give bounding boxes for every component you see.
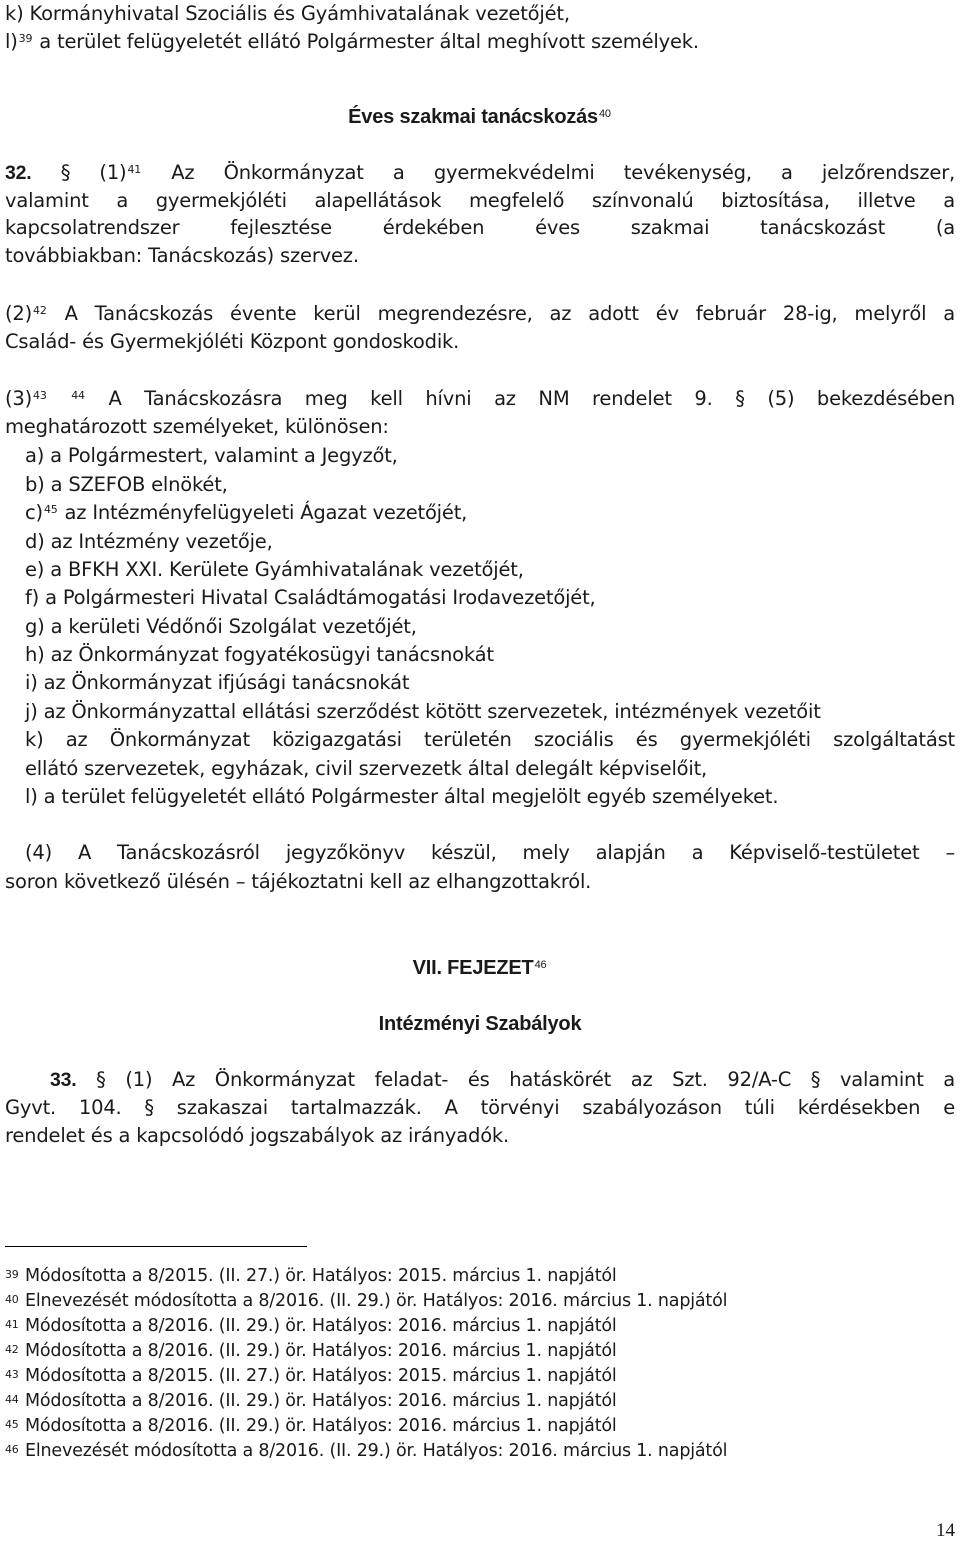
list-item-f: f) a Polgármesteri Hivatal Családtámogatási Irodavezetőjét, [25, 586, 596, 609]
footnote-number: 43 [5, 1368, 19, 1381]
chapter-text: VII. FEJEZET [412, 957, 534, 979]
paragraph-3-line-2: meghatározott személyeket, különösen: [5, 415, 389, 438]
paragraph-3-line-1 [5, 385, 955, 413]
section-number: 33. [50, 1069, 77, 1091]
paragraph-2-line-2: Család- és Gyermekjóléti Központ gondoskodik. [5, 330, 460, 353]
paragraph-33-line-1 [50, 1066, 955, 1094]
footnote-number: 42 [5, 1343, 19, 1356]
paragraph-text: A Tanácskozásra meg kell hívni az NM rendelet 9. § (5) bekezdésében [108, 387, 956, 410]
footnote-text: Elnevezését módosította a 8/2016. (II. 29.) ör. Hatályos: 2016. március 1. napjától [25, 1441, 728, 1461]
list-item-l: l) a terület felügyeletét ellátó Polgármester által megjelölt egyéb személyeket. [25, 785, 779, 808]
paragraph-32-line-4: továbbiakban: Tanácskozás) szervez. [5, 244, 359, 267]
list-item-g: g) a kerületi Védőnői Szolgálat vezetőjét, [25, 615, 417, 638]
footnote-number: 44 [5, 1393, 19, 1406]
paragraph-text: Az Önkormányzat a gyermekvédelmi tevékenység, a jelzőrendszer, [171, 161, 956, 184]
subheading: Intézményi Szabályok [378, 1013, 582, 1035]
list-item-a: a) a Polgármestert, valamint a Jegyzőt, [25, 444, 398, 467]
paragraph-text: (1) Az Önkormányzat feladat- és hatáskörét az Szt. 92/A-C § valamint a [125, 1068, 956, 1091]
paragraph-32-line-3: kapcsolatrendszer fejlesztése érdekében éves szakmai tanácskozást (a [5, 216, 955, 239]
footnote-ref-44[interactable]: 44 [71, 389, 85, 402]
item-text: az Intézményfelügyeleti Ágazat vezetőjét, [58, 501, 468, 524]
list-item-l [5, 28, 699, 56]
item-text: a terület felügyeletét ellátó Polgármester által meghívott személyek. [33, 30, 699, 53]
list-item-i: i) az Önkormányzat ifjúsági tanácsnokát [25, 671, 410, 694]
paragraph-32-line-1 [5, 159, 955, 187]
subsection-number: (1) [99, 161, 127, 184]
list-item-e: e) a BFKH XXI. Kerülete Gyámhivatalának vezetőjét, [25, 558, 524, 581]
footnote-42 [5, 1339, 617, 1363]
list-item-j: j) az Önkormányzattal ellátási szerződést kötött szervezetek, intézmények vezetőit [25, 700, 821, 723]
page-number: 14 [936, 1520, 955, 1541]
item-label: c) [25, 501, 43, 524]
footnote-ref-39[interactable]: 39 [18, 32, 33, 45]
footnote-number: 45 [5, 1418, 19, 1431]
footnote-number: 46 [5, 1443, 19, 1456]
list-item-h: h) az Önkormányzat fogyatékosügyi tanácsnokát [25, 643, 494, 666]
footnote-separator [5, 1246, 307, 1247]
list-item-c [25, 499, 467, 527]
footnote-ref-40[interactable]: 40 [598, 108, 611, 120]
footnote-40 [5, 1289, 727, 1313]
footnote-41 [5, 1314, 617, 1338]
footnote-number: 39 [5, 1268, 19, 1281]
footnote-ref-43[interactable]: 43 [33, 389, 47, 402]
item-label: l) [5, 30, 18, 53]
footnote-number: 41 [5, 1318, 19, 1331]
list-item-k: k) Kormányhivatal Szociális és Gyámhivatalának vezetőjét, [5, 2, 570, 25]
list-item-k-cont: ellátó szervezetek, egyházak, civil szervezetk által delegált képviselőit, [25, 757, 708, 780]
footnote-text: Elnevezését módosította a 8/2016. (II. 29.) ör. Hatályos: 2016. március 1. napjától [25, 1291, 728, 1311]
paragraph-4-line-1: (4) A Tanácskozásról jegyzőkönyv készül, mely alapján a Képviselő-testületet – [25, 841, 955, 864]
footnote-45 [5, 1414, 617, 1438]
list-item-b: b) a SZEFOB elnökét, [25, 473, 228, 496]
paragraph-2-line-1 [5, 300, 955, 328]
list-item-d: d) az Intézmény vezetője, [25, 530, 273, 553]
footnote-ref-42[interactable]: 42 [33, 304, 47, 317]
footnote-46 [5, 1439, 727, 1463]
footnote-text: Módosította a 8/2016. (II. 29.) ör. Hatályos: 2016. március 1. napjától [25, 1316, 617, 1336]
footnote-ref-46[interactable]: 46 [534, 959, 547, 971]
subsection-number: (2) [5, 302, 33, 325]
footnote-ref-45[interactable]: 45 [43, 503, 58, 516]
section-heading [0, 103, 960, 131]
footnote-text: Módosította a 8/2016. (II. 29.) ör. Hatályos: 2016. március 1. napjától [25, 1416, 617, 1436]
footnote-44 [5, 1389, 617, 1413]
paragraph-text: A Tanácskozás évente kerül megrendezésre, az adott év február 28-ig, melyről a [64, 302, 956, 325]
footnote-text: Módosította a 8/2015. (II. 27.) ör. Hatályos: 2015. március 1. napjától [25, 1266, 617, 1286]
footnote-number: 40 [5, 1293, 19, 1306]
chapter-heading [0, 954, 960, 982]
paragraph-32-line-2: valamint a gyermekjóléti alapellátások megfelelő színvonalú biztosítása, illetve a [5, 189, 955, 212]
footnote-text: Módosította a 8/2016. (II. 29.) ör. Hatályos: 2016. március 1. napjától [25, 1341, 617, 1361]
heading-text: Éves szakmai tanácskozás [348, 106, 598, 128]
subsection-number: (3) [5, 387, 33, 410]
list-item-k: k) az Önkormányzat közigazgatási területén szociális és gyermekjóléti szolgáltatást [25, 728, 955, 751]
section-number: 32. [5, 162, 32, 184]
footnote-ref-41[interactable]: 41 [127, 163, 142, 176]
footnote-43 [5, 1364, 617, 1388]
footnote-39 [5, 1264, 617, 1288]
paragraph-33-line-3: rendelet és a kapcsolódó jogszabályok az irányadók. [5, 1124, 510, 1147]
paragraph-sign: § [96, 1068, 106, 1091]
paragraph-4-line-2: soron következő ülésén – tájékoztatni kell az elhangzottakról. [5, 870, 592, 893]
paragraph-33-line-2: Gyvt. 104. § szakaszai tartalmazzák. A törvényi szabályozáson túli kérdésekben e [5, 1096, 955, 1119]
paragraph-sign: § [60, 161, 71, 184]
footnote-text: Módosította a 8/2015. (II. 27.) ör. Hatályos: 2015. március 1. napjától [25, 1366, 617, 1386]
footnote-text: Módosította a 8/2016. (II. 29.) ör. Hatályos: 2016. március 1. napjától [25, 1391, 617, 1411]
